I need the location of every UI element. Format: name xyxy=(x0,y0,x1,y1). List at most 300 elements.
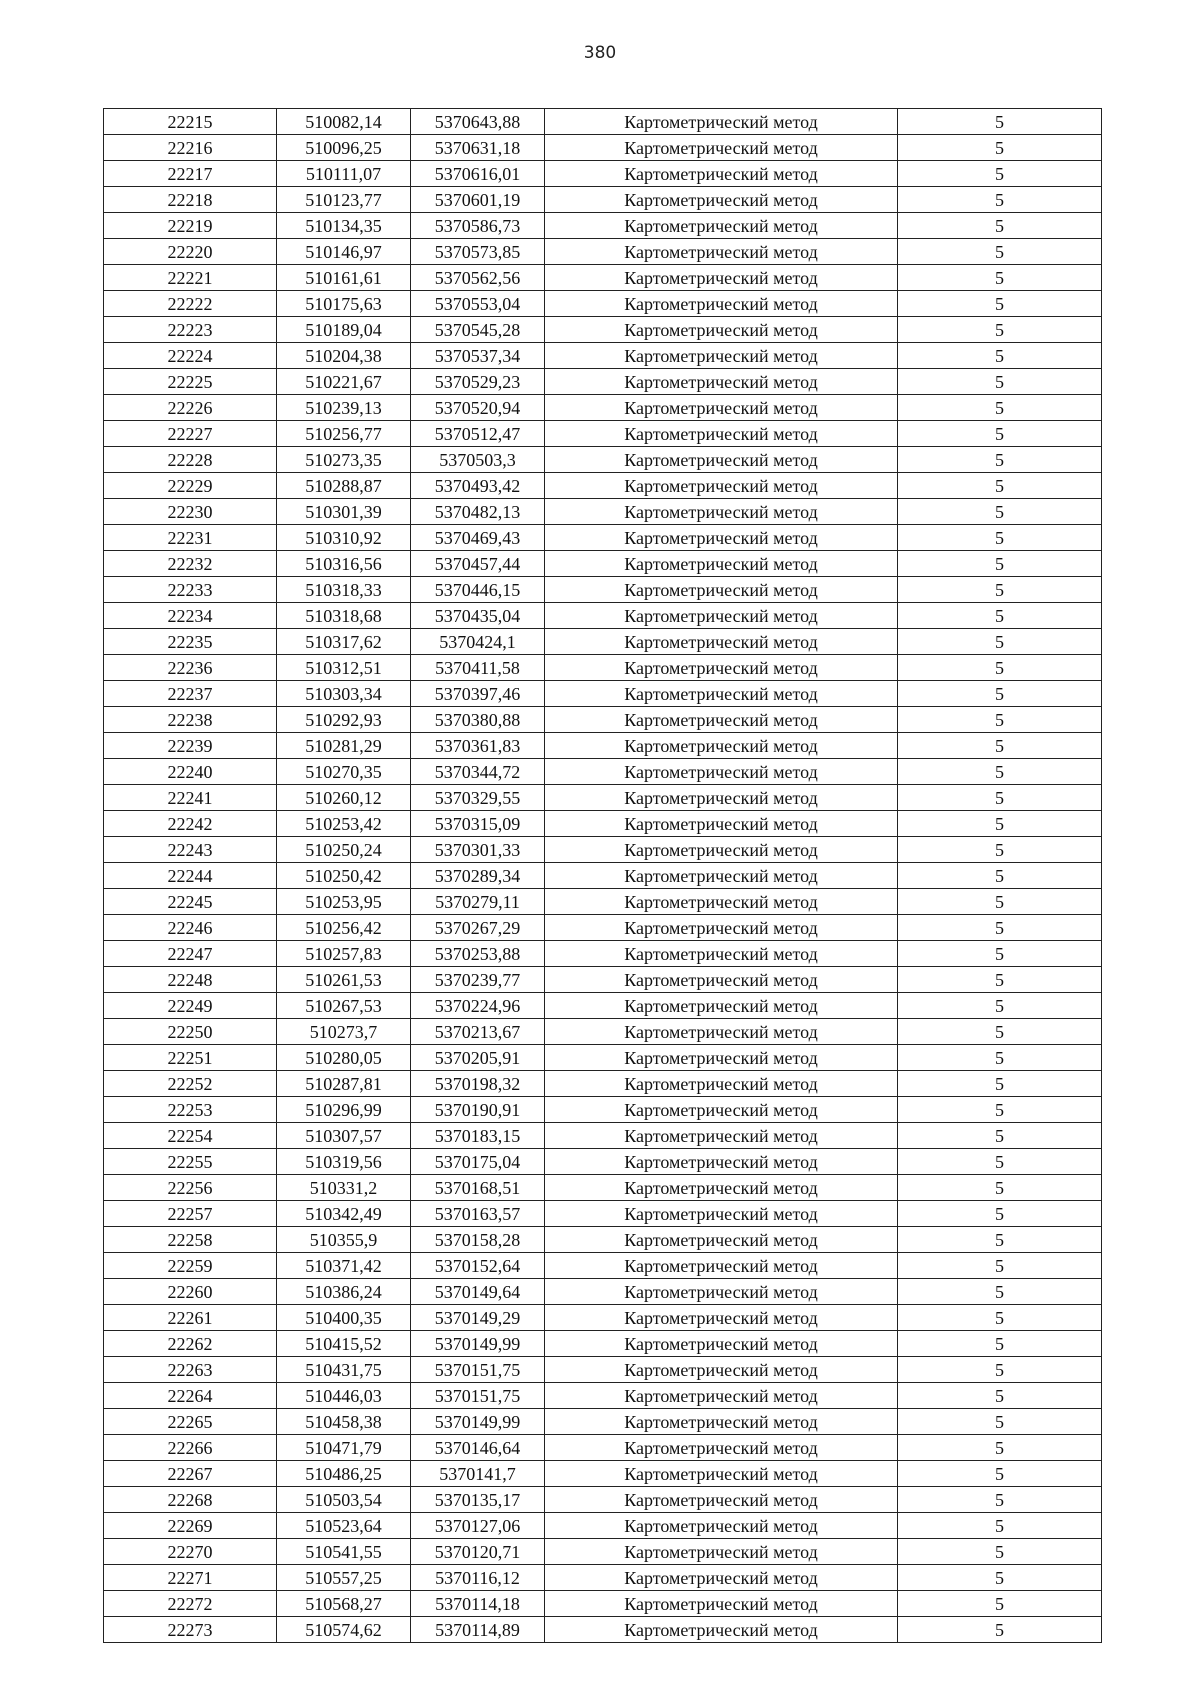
x-coordinate-cell: 510270,35 xyxy=(277,759,411,785)
method-cell: Картометрический метод xyxy=(545,967,898,993)
accuracy-cell: 5 xyxy=(898,889,1102,915)
point-number-cell: 22216 xyxy=(104,135,277,161)
x-coordinate-cell: 510134,35 xyxy=(277,213,411,239)
table-row xyxy=(104,603,1102,629)
method-cell: Картометрический метод xyxy=(545,733,898,759)
method-cell: Картометрический метод xyxy=(545,317,898,343)
y-coordinate-cell: 5370424,1 xyxy=(411,629,545,655)
accuracy-cell: 5 xyxy=(898,1123,1102,1149)
accuracy-cell: 5 xyxy=(898,733,1102,759)
method-cell: Картометрический метод xyxy=(545,1383,898,1409)
page-number: 380 xyxy=(583,43,617,63)
point-number-cell: 22227 xyxy=(104,421,277,447)
table-row xyxy=(104,1227,1102,1253)
accuracy-cell: 5 xyxy=(898,1175,1102,1201)
x-coordinate-cell: 510312,51 xyxy=(277,655,411,681)
point-number-cell: 22249 xyxy=(104,993,277,1019)
accuracy-cell: 5 xyxy=(898,187,1102,213)
accuracy-cell: 5 xyxy=(898,655,1102,681)
accuracy-cell: 5 xyxy=(898,629,1102,655)
accuracy-cell: 5 xyxy=(898,135,1102,161)
x-coordinate-cell: 510287,81 xyxy=(277,1071,411,1097)
accuracy-cell: 5 xyxy=(898,863,1102,889)
point-number-cell: 22268 xyxy=(104,1487,277,1513)
method-cell: Картометрический метод xyxy=(545,759,898,785)
point-number-cell: 22232 xyxy=(104,551,277,577)
table-row xyxy=(104,213,1102,239)
point-number-cell: 22220 xyxy=(104,239,277,265)
accuracy-cell: 5 xyxy=(898,915,1102,941)
point-number-cell: 22218 xyxy=(104,187,277,213)
point-number-cell: 22225 xyxy=(104,369,277,395)
accuracy-cell: 5 xyxy=(898,1383,1102,1409)
table-row xyxy=(104,655,1102,681)
point-number-cell: 22240 xyxy=(104,759,277,785)
method-cell: Картометрический метод xyxy=(545,941,898,967)
method-cell: Картометрический метод xyxy=(545,1279,898,1305)
y-coordinate-cell: 5370120,71 xyxy=(411,1539,545,1565)
x-coordinate-cell: 510256,77 xyxy=(277,421,411,447)
y-coordinate-cell: 5370329,55 xyxy=(411,785,545,811)
point-number-cell: 22237 xyxy=(104,681,277,707)
table-body xyxy=(104,109,1102,1643)
y-coordinate-cell: 5370213,67 xyxy=(411,1019,545,1045)
x-coordinate-cell: 510371,42 xyxy=(277,1253,411,1279)
table-row xyxy=(104,967,1102,993)
point-number-cell: 22239 xyxy=(104,733,277,759)
accuracy-cell: 5 xyxy=(898,967,1102,993)
accuracy-cell: 5 xyxy=(898,1045,1102,1071)
accuracy-cell: 5 xyxy=(898,265,1102,291)
x-coordinate-cell: 510471,79 xyxy=(277,1435,411,1461)
method-cell: Картометрический метод xyxy=(545,915,898,941)
method-cell: Картометрический метод xyxy=(545,1305,898,1331)
accuracy-cell: 5 xyxy=(898,213,1102,239)
accuracy-cell: 5 xyxy=(898,1253,1102,1279)
table-row xyxy=(104,551,1102,577)
y-coordinate-cell: 5370493,42 xyxy=(411,473,545,499)
accuracy-cell: 5 xyxy=(898,1487,1102,1513)
accuracy-cell: 5 xyxy=(898,421,1102,447)
table-row xyxy=(104,395,1102,421)
table-row xyxy=(104,1539,1102,1565)
x-coordinate-cell: 510250,42 xyxy=(277,863,411,889)
accuracy-cell: 5 xyxy=(898,551,1102,577)
table-row xyxy=(104,447,1102,473)
y-coordinate-cell: 5370183,15 xyxy=(411,1123,545,1149)
y-coordinate-cell: 5370573,85 xyxy=(411,239,545,265)
table-row xyxy=(104,317,1102,343)
method-cell: Картометрический метод xyxy=(545,1227,898,1253)
x-coordinate-cell: 510319,56 xyxy=(277,1149,411,1175)
x-coordinate-cell: 510400,35 xyxy=(277,1305,411,1331)
method-cell: Картометрический метод xyxy=(545,1409,898,1435)
y-coordinate-cell: 5370411,58 xyxy=(411,655,545,681)
table-row xyxy=(104,1097,1102,1123)
x-coordinate-cell: 510253,42 xyxy=(277,811,411,837)
x-coordinate-cell: 510307,57 xyxy=(277,1123,411,1149)
x-coordinate-cell: 510355,9 xyxy=(277,1227,411,1253)
x-coordinate-cell: 510316,56 xyxy=(277,551,411,577)
accuracy-cell: 5 xyxy=(898,1331,1102,1357)
accuracy-cell: 5 xyxy=(898,707,1102,733)
y-coordinate-cell: 5370457,44 xyxy=(411,551,545,577)
y-coordinate-cell: 5370149,64 xyxy=(411,1279,545,1305)
x-coordinate-cell: 510557,25 xyxy=(277,1565,411,1591)
x-coordinate-cell: 510431,75 xyxy=(277,1357,411,1383)
accuracy-cell: 5 xyxy=(898,525,1102,551)
y-coordinate-cell: 5370163,57 xyxy=(411,1201,545,1227)
point-number-cell: 22247 xyxy=(104,941,277,967)
point-number-cell: 22273 xyxy=(104,1617,277,1643)
accuracy-cell: 5 xyxy=(898,993,1102,1019)
method-cell: Картометрический метод xyxy=(545,1539,898,1565)
y-coordinate-cell: 5370512,47 xyxy=(411,421,545,447)
point-number-cell: 22241 xyxy=(104,785,277,811)
y-coordinate-cell: 5370149,99 xyxy=(411,1409,545,1435)
accuracy-cell: 5 xyxy=(898,1097,1102,1123)
x-coordinate-cell: 510273,7 xyxy=(277,1019,411,1045)
method-cell: Картометрический метод xyxy=(545,161,898,187)
method-cell: Картометрический метод xyxy=(545,343,898,369)
point-number-cell: 22270 xyxy=(104,1539,277,1565)
table-row xyxy=(104,577,1102,603)
table-row xyxy=(104,1513,1102,1539)
accuracy-cell: 5 xyxy=(898,473,1102,499)
x-coordinate-cell: 510301,39 xyxy=(277,499,411,525)
y-coordinate-cell: 5370190,91 xyxy=(411,1097,545,1123)
accuracy-cell: 5 xyxy=(898,1149,1102,1175)
table-row xyxy=(104,1253,1102,1279)
table-row xyxy=(104,1617,1102,1643)
y-coordinate-cell: 5370146,64 xyxy=(411,1435,545,1461)
y-coordinate-cell: 5370267,29 xyxy=(411,915,545,941)
accuracy-cell: 5 xyxy=(898,239,1102,265)
table-row xyxy=(104,499,1102,525)
table-row xyxy=(104,1331,1102,1357)
table-row xyxy=(104,1071,1102,1097)
accuracy-cell: 5 xyxy=(898,1565,1102,1591)
method-cell: Картометрический метод xyxy=(545,1591,898,1617)
x-coordinate-cell: 510296,99 xyxy=(277,1097,411,1123)
x-coordinate-cell: 510082,14 xyxy=(277,109,411,135)
method-cell: Картометрический метод xyxy=(545,291,898,317)
x-coordinate-cell: 510317,62 xyxy=(277,629,411,655)
y-coordinate-cell: 5370435,04 xyxy=(411,603,545,629)
method-cell: Картометрический метод xyxy=(545,1487,898,1513)
method-cell: Картометрический метод xyxy=(545,395,898,421)
point-number-cell: 22233 xyxy=(104,577,277,603)
accuracy-cell: 5 xyxy=(898,1513,1102,1539)
x-coordinate-cell: 510161,61 xyxy=(277,265,411,291)
method-cell: Картометрический метод xyxy=(545,1617,898,1643)
table-row xyxy=(104,681,1102,707)
table-row xyxy=(104,1019,1102,1045)
method-cell: Картометрический метод xyxy=(545,655,898,681)
method-cell: Картометрический метод xyxy=(545,681,898,707)
accuracy-cell: 5 xyxy=(898,109,1102,135)
y-coordinate-cell: 5370279,11 xyxy=(411,889,545,915)
y-coordinate-cell: 5370114,18 xyxy=(411,1591,545,1617)
method-cell: Картометрический метод xyxy=(545,1253,898,1279)
y-coordinate-cell: 5370289,34 xyxy=(411,863,545,889)
point-number-cell: 22258 xyxy=(104,1227,277,1253)
method-cell: Картометрический метод xyxy=(545,239,898,265)
accuracy-cell: 5 xyxy=(898,1201,1102,1227)
method-cell: Картометрический метод xyxy=(545,1201,898,1227)
table-row xyxy=(104,889,1102,915)
table-row xyxy=(104,915,1102,941)
y-coordinate-cell: 5370253,88 xyxy=(411,941,545,967)
y-coordinate-cell: 5370141,7 xyxy=(411,1461,545,1487)
method-cell: Картометрический метод xyxy=(545,863,898,889)
x-coordinate-cell: 510318,33 xyxy=(277,577,411,603)
x-coordinate-cell: 510221,67 xyxy=(277,369,411,395)
point-number-cell: 22236 xyxy=(104,655,277,681)
coordinates-table xyxy=(103,108,1102,1643)
accuracy-cell: 5 xyxy=(898,499,1102,525)
accuracy-cell: 5 xyxy=(898,603,1102,629)
y-coordinate-cell: 5370361,83 xyxy=(411,733,545,759)
accuracy-cell: 5 xyxy=(898,941,1102,967)
method-cell: Картометрический метод xyxy=(545,1149,898,1175)
x-coordinate-cell: 510189,04 xyxy=(277,317,411,343)
table-row xyxy=(104,1461,1102,1487)
x-coordinate-cell: 510267,53 xyxy=(277,993,411,1019)
x-coordinate-cell: 510281,29 xyxy=(277,733,411,759)
point-number-cell: 22242 xyxy=(104,811,277,837)
y-coordinate-cell: 5370114,89 xyxy=(411,1617,545,1643)
method-cell: Картометрический метод xyxy=(545,603,898,629)
y-coordinate-cell: 5370175,04 xyxy=(411,1149,545,1175)
y-coordinate-cell: 5370127,06 xyxy=(411,1513,545,1539)
method-cell: Картометрический метод xyxy=(545,1123,898,1149)
accuracy-cell: 5 xyxy=(898,1227,1102,1253)
table-row xyxy=(104,1175,1102,1201)
point-number-cell: 22217 xyxy=(104,161,277,187)
y-coordinate-cell: 5370643,88 xyxy=(411,109,545,135)
point-number-cell: 22243 xyxy=(104,837,277,863)
x-coordinate-cell: 510303,34 xyxy=(277,681,411,707)
table-row xyxy=(104,707,1102,733)
y-coordinate-cell: 5370397,46 xyxy=(411,681,545,707)
x-coordinate-cell: 510175,63 xyxy=(277,291,411,317)
x-coordinate-cell: 510318,68 xyxy=(277,603,411,629)
point-number-cell: 22224 xyxy=(104,343,277,369)
x-coordinate-cell: 510204,38 xyxy=(277,343,411,369)
method-cell: Картометрический метод xyxy=(545,1175,898,1201)
table-row xyxy=(104,1357,1102,1383)
x-coordinate-cell: 510146,97 xyxy=(277,239,411,265)
method-cell: Картометрический метод xyxy=(545,135,898,161)
x-coordinate-cell: 510523,64 xyxy=(277,1513,411,1539)
point-number-cell: 22238 xyxy=(104,707,277,733)
y-coordinate-cell: 5370135,17 xyxy=(411,1487,545,1513)
accuracy-cell: 5 xyxy=(898,1409,1102,1435)
y-coordinate-cell: 5370482,13 xyxy=(411,499,545,525)
accuracy-cell: 5 xyxy=(898,759,1102,785)
point-number-cell: 22226 xyxy=(104,395,277,421)
method-cell: Картометрический метод xyxy=(545,109,898,135)
x-coordinate-cell: 510486,25 xyxy=(277,1461,411,1487)
point-number-cell: 22262 xyxy=(104,1331,277,1357)
accuracy-cell: 5 xyxy=(898,1591,1102,1617)
x-coordinate-cell: 510260,12 xyxy=(277,785,411,811)
point-number-cell: 22230 xyxy=(104,499,277,525)
accuracy-cell: 5 xyxy=(898,1435,1102,1461)
table-row xyxy=(104,1591,1102,1617)
y-coordinate-cell: 5370224,96 xyxy=(411,993,545,1019)
table-row xyxy=(104,239,1102,265)
point-number-cell: 22252 xyxy=(104,1071,277,1097)
table-row xyxy=(104,785,1102,811)
accuracy-cell: 5 xyxy=(898,161,1102,187)
point-number-cell: 22250 xyxy=(104,1019,277,1045)
y-coordinate-cell: 5370537,34 xyxy=(411,343,545,369)
accuracy-cell: 5 xyxy=(898,1357,1102,1383)
method-cell: Картометрический метод xyxy=(545,889,898,915)
y-coordinate-cell: 5370586,73 xyxy=(411,213,545,239)
point-number-cell: 22229 xyxy=(104,473,277,499)
y-coordinate-cell: 5370545,28 xyxy=(411,317,545,343)
table-row xyxy=(104,343,1102,369)
method-cell: Картометрический метод xyxy=(545,1097,898,1123)
table-row xyxy=(104,811,1102,837)
point-number-cell: 22267 xyxy=(104,1461,277,1487)
method-cell: Картометрический метод xyxy=(545,629,898,655)
y-coordinate-cell: 5370152,64 xyxy=(411,1253,545,1279)
y-coordinate-cell: 5370239,77 xyxy=(411,967,545,993)
table-row xyxy=(104,941,1102,967)
y-coordinate-cell: 5370446,15 xyxy=(411,577,545,603)
x-coordinate-cell: 510292,93 xyxy=(277,707,411,733)
accuracy-cell: 5 xyxy=(898,1617,1102,1643)
table-row xyxy=(104,629,1102,655)
point-number-cell: 22261 xyxy=(104,1305,277,1331)
accuracy-cell: 5 xyxy=(898,785,1102,811)
table-row xyxy=(104,1279,1102,1305)
x-coordinate-cell: 510111,07 xyxy=(277,161,411,187)
accuracy-cell: 5 xyxy=(898,811,1102,837)
y-coordinate-cell: 5370149,29 xyxy=(411,1305,545,1331)
method-cell: Картометрический метод xyxy=(545,811,898,837)
x-coordinate-cell: 510288,87 xyxy=(277,473,411,499)
point-number-cell: 22251 xyxy=(104,1045,277,1071)
point-number-cell: 22248 xyxy=(104,967,277,993)
method-cell: Картометрический метод xyxy=(545,1513,898,1539)
accuracy-cell: 5 xyxy=(898,1071,1102,1097)
x-coordinate-cell: 510331,2 xyxy=(277,1175,411,1201)
y-coordinate-cell: 5370168,51 xyxy=(411,1175,545,1201)
point-number-cell: 22264 xyxy=(104,1383,277,1409)
accuracy-cell: 5 xyxy=(898,369,1102,395)
x-coordinate-cell: 510446,03 xyxy=(277,1383,411,1409)
point-number-cell: 22246 xyxy=(104,915,277,941)
y-coordinate-cell: 5370151,75 xyxy=(411,1383,545,1409)
table-row xyxy=(104,473,1102,499)
table-row xyxy=(104,863,1102,889)
point-number-cell: 22231 xyxy=(104,525,277,551)
accuracy-cell: 5 xyxy=(898,577,1102,603)
y-coordinate-cell: 5370205,91 xyxy=(411,1045,545,1071)
x-coordinate-cell: 510253,95 xyxy=(277,889,411,915)
method-cell: Картометрический метод xyxy=(545,213,898,239)
table-row xyxy=(104,1487,1102,1513)
x-coordinate-cell: 510503,54 xyxy=(277,1487,411,1513)
point-number-cell: 22235 xyxy=(104,629,277,655)
x-coordinate-cell: 510541,55 xyxy=(277,1539,411,1565)
method-cell: Картометрический метод xyxy=(545,369,898,395)
point-number-cell: 22245 xyxy=(104,889,277,915)
y-coordinate-cell: 5370553,04 xyxy=(411,291,545,317)
table-row xyxy=(104,993,1102,1019)
point-number-cell: 22255 xyxy=(104,1149,277,1175)
method-cell: Картометрический метод xyxy=(545,499,898,525)
x-coordinate-cell: 510123,77 xyxy=(277,187,411,213)
table-row xyxy=(104,837,1102,863)
point-number-cell: 22223 xyxy=(104,317,277,343)
accuracy-cell: 5 xyxy=(898,317,1102,343)
point-number-cell: 22260 xyxy=(104,1279,277,1305)
x-coordinate-cell: 510096,25 xyxy=(277,135,411,161)
x-coordinate-cell: 510261,53 xyxy=(277,967,411,993)
table-row xyxy=(104,1045,1102,1071)
method-cell: Картометрический метод xyxy=(545,1565,898,1591)
y-coordinate-cell: 5370301,33 xyxy=(411,837,545,863)
point-number-cell: 22256 xyxy=(104,1175,277,1201)
point-number-cell: 22228 xyxy=(104,447,277,473)
table-row xyxy=(104,1383,1102,1409)
y-coordinate-cell: 5370529,23 xyxy=(411,369,545,395)
x-coordinate-cell: 510574,62 xyxy=(277,1617,411,1643)
y-coordinate-cell: 5370562,56 xyxy=(411,265,545,291)
x-coordinate-cell: 510458,38 xyxy=(277,1409,411,1435)
table-row xyxy=(104,1201,1102,1227)
x-coordinate-cell: 510273,35 xyxy=(277,447,411,473)
accuracy-cell: 5 xyxy=(898,447,1102,473)
x-coordinate-cell: 510257,83 xyxy=(277,941,411,967)
method-cell: Картометрический метод xyxy=(545,785,898,811)
method-cell: Картометрический метод xyxy=(545,525,898,551)
y-coordinate-cell: 5370151,75 xyxy=(411,1357,545,1383)
x-coordinate-cell: 510239,13 xyxy=(277,395,411,421)
x-coordinate-cell: 510342,49 xyxy=(277,1201,411,1227)
x-coordinate-cell: 510256,42 xyxy=(277,915,411,941)
method-cell: Картометрический метод xyxy=(545,1435,898,1461)
point-number-cell: 22272 xyxy=(104,1591,277,1617)
y-coordinate-cell: 5370149,99 xyxy=(411,1331,545,1357)
method-cell: Картометрический метод xyxy=(545,1045,898,1071)
point-number-cell: 22263 xyxy=(104,1357,277,1383)
table-row xyxy=(104,1435,1102,1461)
table-row xyxy=(104,1149,1102,1175)
table-row xyxy=(104,1565,1102,1591)
table-row xyxy=(104,187,1102,213)
point-number-cell: 22257 xyxy=(104,1201,277,1227)
accuracy-cell: 5 xyxy=(898,1539,1102,1565)
accuracy-cell: 5 xyxy=(898,291,1102,317)
y-coordinate-cell: 5370469,43 xyxy=(411,525,545,551)
method-cell: Картометрический метод xyxy=(545,1331,898,1357)
accuracy-cell: 5 xyxy=(898,837,1102,863)
y-coordinate-cell: 5370631,18 xyxy=(411,135,545,161)
y-coordinate-cell: 5370198,32 xyxy=(411,1071,545,1097)
point-number-cell: 22222 xyxy=(104,291,277,317)
method-cell: Картометрический метод xyxy=(545,551,898,577)
x-coordinate-cell: 510250,24 xyxy=(277,837,411,863)
method-cell: Картометрический метод xyxy=(545,1461,898,1487)
table-row xyxy=(104,421,1102,447)
